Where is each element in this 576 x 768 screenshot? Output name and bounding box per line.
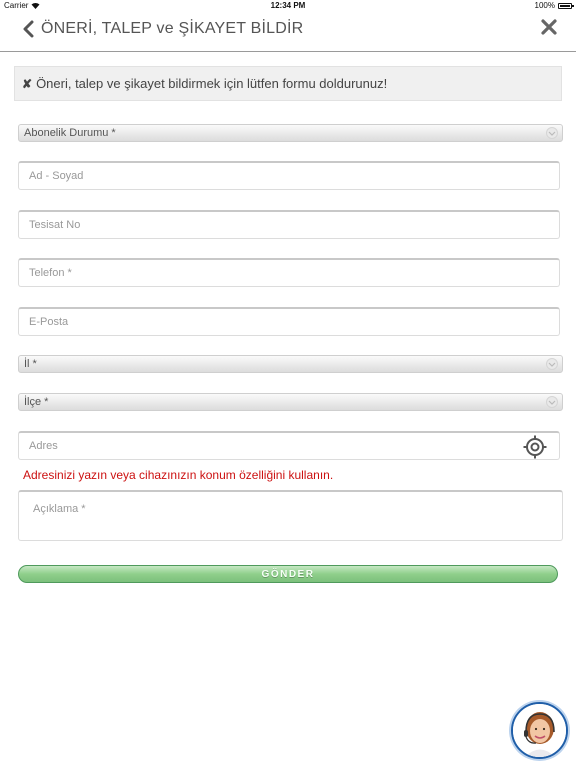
chevron-down-icon [546, 396, 558, 408]
province-value: İl * [24, 358, 37, 370]
info-alert [14, 66, 562, 101]
address-hint: Adresinizi yazın veya cihazınızın konum özelliğini kullanın. [23, 468, 334, 482]
district-value: İlçe * [24, 396, 49, 408]
installation-placeholder: Tesisat No [29, 219, 81, 231]
alert-x-icon: ✘ [22, 76, 33, 91]
name-placeholder: Ad - Soyad [29, 170, 84, 182]
email-field[interactable] [18, 307, 560, 336]
support-agent-icon [513, 704, 566, 757]
battery-percent: 100% [534, 1, 555, 10]
chevron-down-icon [546, 127, 558, 139]
battery-info [535, 1, 572, 10]
address-field[interactable] [18, 431, 560, 460]
back-chevron-icon[interactable] [20, 19, 36, 39]
location-target-icon[interactable] [523, 435, 547, 459]
installation-number-field[interactable] [18, 210, 560, 239]
description-textarea[interactable] [18, 490, 563, 541]
submit-button[interactable] [18, 565, 558, 583]
status-bar [0, 0, 576, 12]
province-select[interactable] [18, 355, 563, 373]
battery-icon [558, 3, 572, 9]
district-select[interactable] [18, 393, 563, 411]
chevron-down-icon [546, 358, 558, 370]
submit-label: GÖNDER [261, 568, 315, 580]
email-placeholder: E-Posta [29, 316, 69, 328]
alert-text: Öneri, talep ve şikayet bildirmek için lütfen formu doldurunuz! [36, 76, 388, 91]
subscription-status-select[interactable] [18, 124, 563, 142]
support-avatar[interactable] [511, 702, 568, 759]
navigation-header [0, 12, 576, 52]
status-time: 12:34 PM [270, 1, 306, 10]
phone-placeholder: Telefon * [29, 267, 72, 279]
phone-field[interactable] [18, 258, 560, 287]
description-placeholder: Açıklama * [33, 503, 86, 515]
subscription-status-value: Abonelik Durumu * [24, 127, 116, 139]
name-field[interactable] [18, 161, 560, 190]
address-placeholder: Adres [29, 440, 58, 452]
close-icon[interactable] [538, 16, 560, 38]
page-title: ÖNERİ, TALEP ve ŞİKAYET BİLDİR [41, 20, 304, 37]
carrier-label: Carrier [4, 1, 29, 10]
